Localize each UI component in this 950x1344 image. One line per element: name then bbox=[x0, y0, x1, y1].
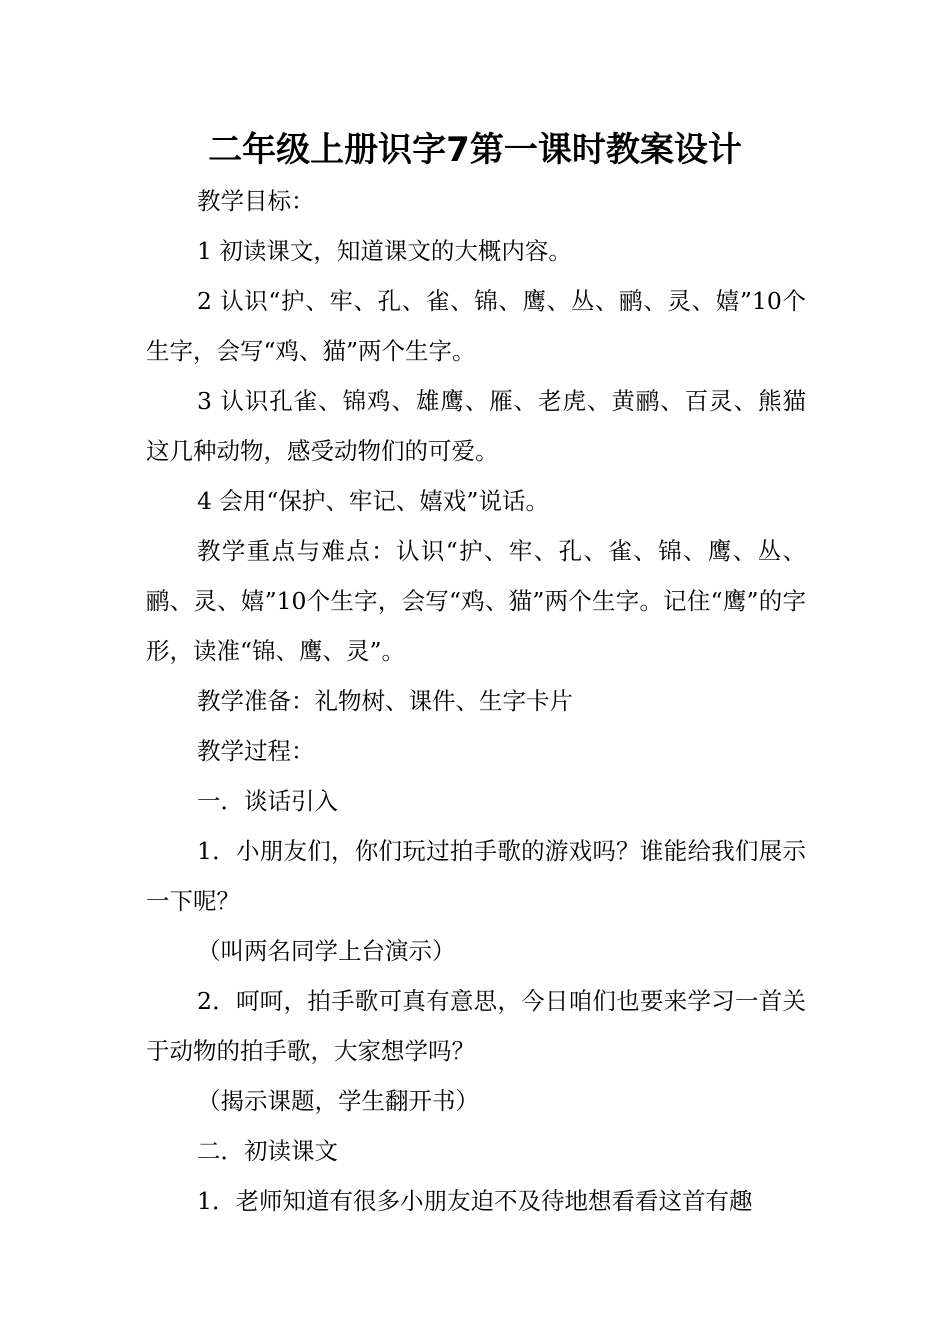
paragraph: （揭示课题，学生翻开书） bbox=[197, 1087, 479, 1115]
paragraph: 1．老师知道有很多小朋友迫不及待地想看看这首有趣 bbox=[197, 1187, 753, 1215]
paragraph: 4 会用“保护、牢记、嬉戏”说话。 bbox=[197, 487, 549, 515]
paragraph: 1 初读课文，知道课文的大概内容。 bbox=[197, 237, 572, 265]
paragraph: 2．呵呵，拍手歌可真有意思，今日咱们也要来学习一首关于动物的拍手歌，大家想学吗？ bbox=[146, 987, 806, 1065]
paragraph: 3 认识孔雀、锦鸡、雄鹰、雁、老虎、黄鹂、百灵、熊猫这几种动物，感受动物们的可爱。 bbox=[146, 387, 806, 465]
paragraph: 2 认识“护、牢、孔、雀、锦、鹰、丛、鹂、灵、嬉”10个生字，会写“鸡、猫”两个生字。 bbox=[146, 287, 806, 365]
paragraph: 教学目标： bbox=[197, 187, 315, 215]
paragraph: 教学准备：礼物树、课件、生字卡片 bbox=[197, 687, 573, 715]
document-body bbox=[146, 176, 806, 1226]
document-title: 二年级上册识字7第一课时教案设计 bbox=[208, 130, 742, 170]
paragraph: 一．谈话引入 bbox=[197, 787, 338, 815]
paragraph: 教学过程： bbox=[197, 737, 315, 765]
paragraph: 教学重点与难点：认识“护、牢、孔、雀、锦、鹰、丛、鹂、灵、嬉”10个生字，会写“鸡、猫”两个生字。记住“鹰”的字形，读准“锦、鹰、灵”。 bbox=[146, 537, 806, 665]
paragraph: （叫两名同学上台演示） bbox=[197, 937, 456, 965]
paragraph: 二．初读课文 bbox=[197, 1137, 338, 1165]
paragraph: 1．小朋友们，你们玩过拍手歌的游戏吗？谁能给我们展示一下呢？ bbox=[146, 837, 806, 915]
